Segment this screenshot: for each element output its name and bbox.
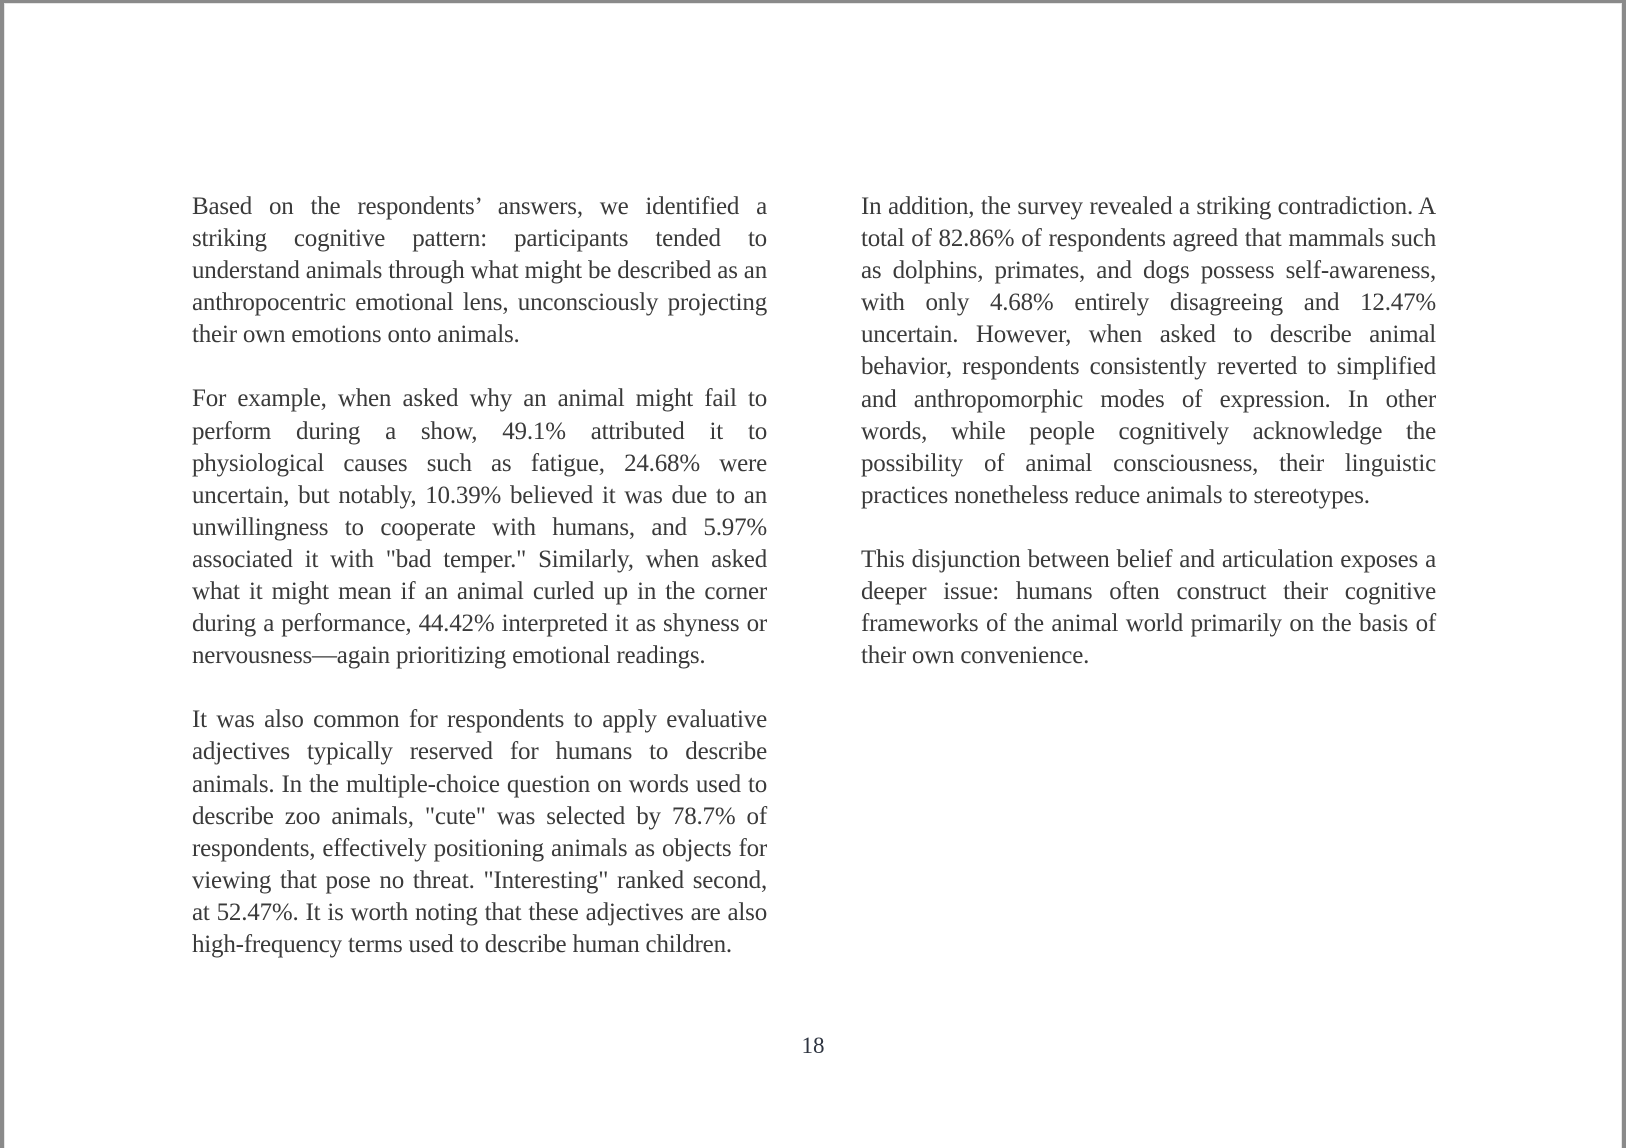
left-text-column xyxy=(192,191,767,993)
paragraph-evaluative-adjectives: It was also common for respondents to apply evaluative adjectives typically reserved for humans to describe animals. In the multiple-choice question on words used to describe zoo animals, "cute" was selected by 78.7% of respondents, effectively positioning animals as objects for viewing that pose no threat. "Interesting" ranked second, at 52.47%. It is worth noting that these adjectives are also high-frequency terms used to describe human children. xyxy=(192,706,767,958)
paragraph-belief-articulation: This disjunction between belief and articulation exposes a deeper issue: humans often construct their cognitive frameworks of the animal world primarily on the basis of their own convenience. xyxy=(861,545,1436,670)
document-page xyxy=(4,3,1622,1148)
page-number: 18 xyxy=(801,1033,825,1058)
right-text-column xyxy=(861,191,1436,704)
paragraph-survey-contradiction: In addition, the survey revealed a striking contradiction. A total of 82.86% of respondents agreed that mammals such as dolphins, primates, and dogs possess self-awareness, with only 4.68% entirely disagreeing and 12.47% uncertain. However, when asked to describe animal behavior, respondents consistently reverted to simplified and anthropomorphic modes of expression. In other words, while people cognitively acknowledge the possibility of animal consciousness, their linguistic practices nonetheless reduce animals to stereotypes. xyxy=(861,193,1436,509)
paragraph-performance-example: For example, when asked why an animal might fail to perform during a show, 49.1% attributed it to physiological causes such as fatigue, 24.68% were uncertain, but notably, 10.39% believed it was due to an unwillingness to cooperate with humans, and 5.97% associated it with "bad temper." Similarly, when asked what it might mean if an animal curled up in the corner during a performance, 44.42% interpreted it as shyness or nervousness—again prioritizing emotional readings. xyxy=(192,385,767,670)
paragraph-anthropocentric-lens: Based on the respondents’ answers, we identified a striking cognitive pattern: participants tended to understand animals through what might be described as an anthropocentric emotional lens, unconsciously projecting their own emotions onto animals. xyxy=(192,193,767,349)
